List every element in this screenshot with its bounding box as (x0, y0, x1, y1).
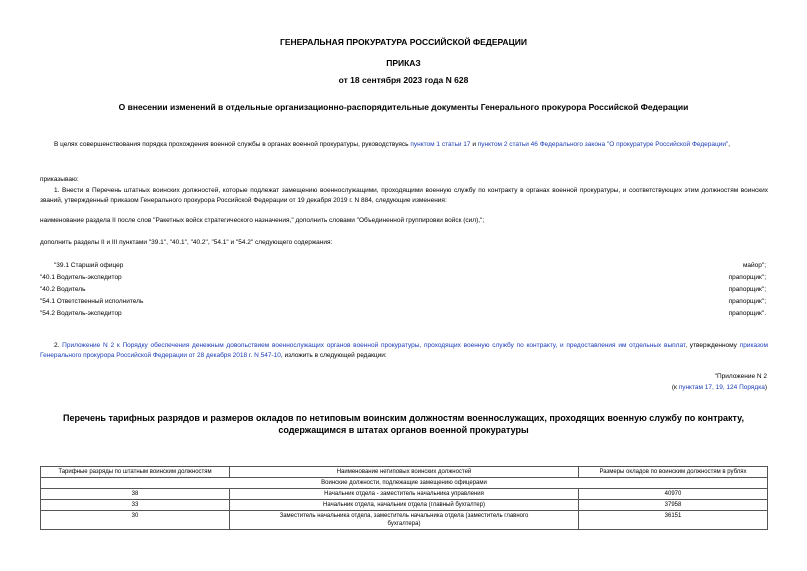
header-grade: Тарифные разряды по штатным воинским должностям (41, 467, 230, 478)
cell-position-name: Начальник отдела - заместитель начальника управления (230, 489, 579, 500)
position-row (40, 274, 766, 284)
cell-salary: 40970 (578, 489, 767, 500)
perechen-title: Перечень тарифных разрядов и размеров окладов по нетиповым воинским должностям военнослужащих, проходящих военную службу по контракту, содержащимся в штатах органов военной прокуратуры (63, 413, 744, 435)
intro-text-2: и (470, 141, 478, 148)
position-name: "40.2 Водитель (40, 286, 86, 293)
link-article-46[interactable]: пунктом 2 статьи 46 Федерального закона "О прокуратуре Российской Федерации" (477, 141, 729, 148)
position-rank: майор"; (742, 262, 766, 269)
item-2-text-1: , утвержденному (685, 342, 740, 349)
cell-grade: 33 (41, 500, 230, 511)
link-points-17-19-124[interactable]: пунктам 17, 19, 124 Порядка (678, 384, 765, 391)
cell-salary: 37958 (578, 500, 767, 511)
table-section-label: Воинские должности, подлежащие замещению офицерами (41, 478, 768, 489)
position-row (40, 298, 766, 308)
intro-text-1: В целях совершенствования порядка прохождения военной службы в органах военной прокуратуры, руководствуясь (54, 141, 411, 148)
item-1-text: 1. Внести в Перечень штатных воинских должностей, которые подлежат замещению военнослужащими, проходящими военную службу по контракту в органах военной прокуратуры, и соответствующих этим должностям воинских званий, утвержденный приказом Генерального прокурора Российской Федерации от 19 декабря 2019 г. N 884, следующие изменения: (40, 187, 768, 204)
intro-text-3: , (728, 141, 731, 148)
order-word: приказываю: (40, 176, 79, 183)
table-row (41, 500, 768, 511)
position-name: "40.1 Водитель-экспедитор (40, 274, 122, 281)
link-order-547[interactable]: приказом Генерального прокурора Российской Федерации от 28 декабря 2018 г. N 547-10 (40, 342, 768, 359)
item-1-sub-1: наименование раздела II после слов "Ракетных войск стратегического назначения," дополнить словами "Объединенной группировки войск (сил),"; (40, 217, 485, 224)
position-name: "54.1 Ответственный исполнитель (40, 298, 144, 305)
position-rank: прапорщик"; (728, 298, 766, 305)
table-row (41, 511, 768, 530)
position-rank: прапорщик". (728, 310, 766, 317)
cell-position-name: Заместитель начальника отдела, заместитель начальника отдела (заместитель главного бухгалтера) (230, 511, 579, 530)
header-salary: Размеры окладов по воинским должностям в рублях (578, 467, 767, 478)
appendix-title: "Приложение N 2 (714, 373, 767, 380)
appendix-ref (672, 383, 767, 393)
appendix-ref-close: ) (764, 384, 767, 391)
cell-grade: 38 (41, 489, 230, 500)
position-rank: прапорщик"; (728, 274, 766, 281)
link-article-17[interactable]: пунктом 1 статьи 17 (410, 141, 471, 148)
cell-grade: 30 (41, 511, 230, 530)
doc-date-number: от 18 сентября 2023 года N 628 (338, 75, 469, 85)
doc-type: ПРИКАЗ (386, 58, 421, 68)
doc-subject: О внесении изменений в отдельные организационно-распорядительные документы Генерального прокурора Российской Федерации (118, 102, 689, 112)
item-2-paragraph (40, 341, 768, 361)
position-row (40, 310, 766, 320)
position-rank: прапорщик"; (728, 286, 766, 293)
item-2-text-2: , изложить в следующей редакции: (280, 352, 387, 359)
position-name: "54.2 Водитель-экспедитор (40, 310, 122, 317)
cell-position-name: Начальник отдела, начальник отдела (главный бухгалтер) (230, 500, 579, 511)
position-name: "39.1 Старший офицер (54, 262, 124, 269)
salary-table (40, 466, 768, 530)
table-section-row (41, 478, 768, 489)
header-position-name: Наименование нетиповых воинских должностей (230, 467, 579, 478)
org-title: ГЕНЕРАЛЬНАЯ ПРОКУРАТУРА РОССИЙСКОЙ ФЕДЕРАЦИИ (280, 37, 527, 47)
table-header-row (41, 467, 768, 478)
table-row (41, 489, 768, 500)
item-2-num: 2. (54, 342, 63, 349)
cell-salary: 36151 (578, 511, 767, 530)
appendix-ref-open: (к (671, 384, 679, 391)
link-appendix-2[interactable]: Приложение N 2 к Порядку обеспечения денежным довольствием военнослужащих органов военной прокуратуры, проходящих военную службу по контракту, и предоставления им отдельных выплат (62, 342, 686, 349)
position-row (40, 286, 766, 296)
intro-paragraph (40, 140, 768, 150)
item-1-sub-2: дополнить разделы II и III пунктами "39.1", "40.1", "40.2", "54.1" и "54.2" следующего содержания: (40, 239, 333, 246)
position-row (40, 262, 766, 272)
